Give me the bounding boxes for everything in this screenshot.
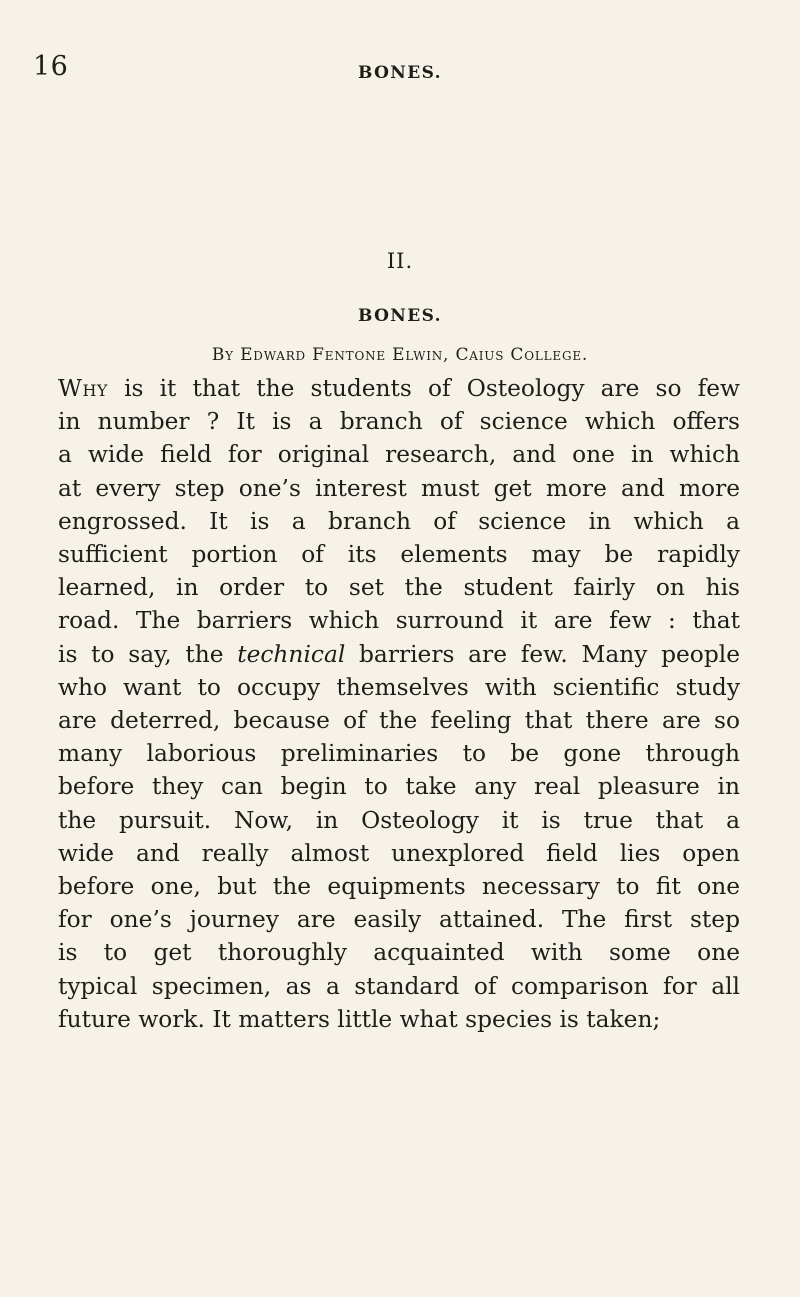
text-line: learned, in order to set the student fairly on his — [58, 574, 740, 602]
text-line: road. The barriers which surround it are few : that — [58, 607, 740, 635]
text-line-content: is to say, the — [58, 640, 238, 668]
text-line: are deterred, because of the feeling that there are so — [58, 707, 740, 735]
body-text — [58, 372, 740, 1036]
text-line: who want to occupy themselves with scientific study — [58, 673, 740, 701]
text-line: before one, but the equipments necessary to fit one — [58, 873, 740, 901]
text-line — [58, 372, 740, 405]
text-line: a wide field for original research, and one in which — [58, 441, 740, 469]
text-line: before they can begin to take any real pleasure in — [58, 773, 740, 801]
text-line — [58, 638, 740, 671]
page-number: 16 — [33, 51, 69, 82]
text-line: sufficient portion of its elements may be rapidly — [58, 541, 740, 569]
byline: By Edward Fentone Elwin, Caius College. — [211, 345, 589, 365]
text-line: wide and really almost unexplored field lies open — [58, 839, 740, 867]
text-line: in number ? It is a branch of science which offers — [58, 408, 740, 436]
chapter-number: II. — [386, 249, 414, 273]
text-line-content: barriers are few. Many people — [345, 640, 740, 668]
text-line-content: is it that the students of Osteology are so few — [107, 375, 740, 402]
opening-word: Why — [58, 375, 108, 402]
text-line: for one’s journey are easily attained. The first step — [58, 906, 740, 934]
text-line: at every step one’s interest must get more and more — [58, 474, 740, 502]
text-line: is to get thoroughly acquainted with some one — [58, 939, 740, 967]
chapter-title: BONES. — [358, 306, 442, 326]
text-line: typical specimen, as a standard of comparison for all — [58, 972, 740, 1000]
emphasized-word: technical — [237, 640, 346, 668]
text-line: engrossed. It is a branch of science in which a — [58, 507, 740, 535]
running-head: BONES. — [358, 63, 442, 83]
text-line: the pursuit. Now, in Osteology it is true that a — [58, 806, 740, 834]
text-line: many laborious preliminaries to be gone through — [58, 740, 740, 768]
text-line: future work. It matters little what species is taken; — [58, 1005, 661, 1033]
